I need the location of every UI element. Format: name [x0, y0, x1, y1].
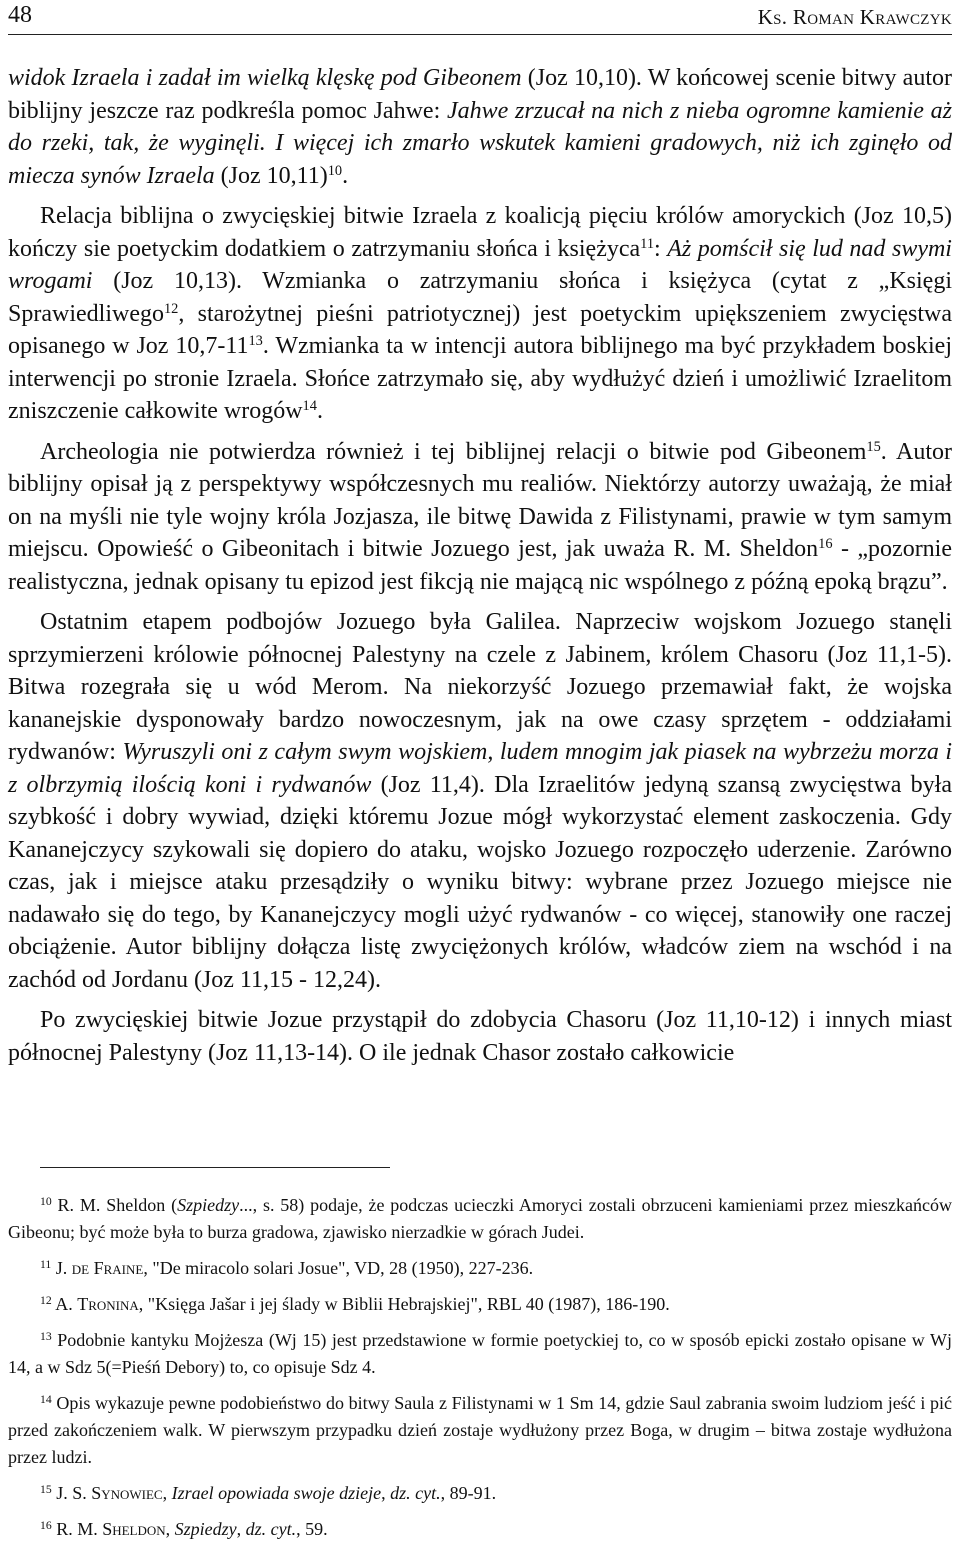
paragraph-3	[8, 436, 952, 599]
text-run: . Wzmianka ta w intencji autora biblijnego ma być przykładem boskiej interwencji po stronie Izraela. Słońce zatrzymało się, aby wydłużyć dzień i umożliwić Izraelitom zniszczenie całkowite wrogów	[8, 333, 953, 424]
author-name: Synowiec	[91, 1483, 163, 1503]
text-run: Opis wykazuje pewne podobieństwo do bitwy Saula z Filistynami w 1 Sm 14, gdzie Saul zabrania swoim ludziom jeść i pić przed zakończeniem walk. W pierwszym przypadku dzień zostaje wydłużony przez Boga, w drugim – bitwa zostaje wydłużona przez ludzi.	[8, 1393, 952, 1467]
text-run: .	[316, 398, 323, 424]
text-run: A.	[51, 1294, 78, 1314]
text-run: , starożytnej pieśni patriotycznej) jest poetyckim upiększeniem zwycięstwa opisanego w Joz 10,7-11	[8, 300, 952, 359]
quote-italic: Jahwe zrzucał na nich z nieba ogromne kamienie aż do rzeki, tak, że wyginęli. I więcej ich zmarło wskutek kamieni gradowych, niż ich zginęło od miecza synów Izraela	[8, 97, 953, 189]
footnote-number: 11	[40, 1257, 52, 1271]
quote-italic: Wyruszyli oni z całym swym wojskiem, ludem mnogim jak piasek na wybrzeżu morza i z olbrzymią ilością koni i rydwanów	[8, 739, 952, 798]
text-run: R. M.	[51, 1519, 103, 1539]
text-run: , 59.	[296, 1519, 328, 1539]
text-run: Relacja biblijna o zwycięskiej bitwie Izraela z koalicją pięciu królów amoryckich (Joz 10,5) kończy sie poetyckim dodatkiem o zatrzymaniu słońca i księżyca	[8, 203, 952, 262]
footnote-12	[8, 1291, 952, 1318]
paragraph-1	[8, 62, 952, 192]
header-rule	[8, 34, 952, 35]
author-name: Sheldon	[102, 1519, 166, 1539]
footnote-separator	[40, 1167, 390, 1168]
title-italic: Szpiedzy	[177, 1195, 240, 1215]
text-run: - „pozornie realistyczna, jednak opisany tu epizod jest fikcją nie mającą nic wspólnego z późną epoką brązu”.	[8, 536, 953, 595]
citation-italic: dz. cyt.	[390, 1483, 441, 1503]
footnote-number: 10	[40, 1194, 52, 1208]
footnote-15	[8, 1480, 952, 1507]
text-run: , "De miracolo solari Josue", VD, 28 (1950), 227-236.	[143, 1258, 534, 1278]
text-run: :	[654, 235, 668, 262]
text-run: .	[342, 162, 349, 189]
text-run: Podobnie kantyku Mojżesza (Wj 15) jest przedstawione w formie poetyckiej to, co w sposób epicki zostało opisane w Wj 14, a w Sdz 5(=Pieśń Debory) to, co opisuje Sdz 4.	[8, 1330, 952, 1377]
paragraph-5	[8, 1004, 952, 1069]
author-name: Tronina	[77, 1294, 139, 1314]
title-italic: Izrael opowiada swoje dzieje	[171, 1483, 382, 1503]
text-run: ,	[165, 1519, 175, 1539]
text-run: Ostatnim etapem podbojów Jozuego była Galilea. Naprzeciw wojskom Jozuego stanęli sprzymierzeni królowie północnej Palestyny na czele z Jabinem, królem Chasoru (Joz 11,1-5). Bitwa rozegrała się u wód Merom. Na niekorzyść Jozuego przemawiał fakt, że wojska kananejskie dysponowały bardzo nowoczesnym, jak na owe czasy sprzętem - oddziałami rydwanów:	[8, 609, 952, 765]
footnote-14	[8, 1390, 952, 1471]
footnote-11	[8, 1255, 952, 1282]
text-run: , "Księga Jašar i jej ślady w Biblii Hebrajskiej", RBL 40 (1987), 186-190.	[138, 1294, 670, 1314]
author-name: de Fraine	[71, 1258, 144, 1278]
text-run: Po zwycięskiej bitwie Jozue przystąpił do zdobycia Chasoru (Joz 11,10-12) i innych miast północnej Palestyny (Joz 11,13-14). O ile jednak Chasor zostało całkowicie	[8, 1007, 952, 1066]
footnote-ref-13: 13	[248, 333, 263, 350]
text-run: ,	[381, 1483, 391, 1503]
text-run: , 89-91.	[440, 1483, 497, 1503]
footnote-10	[8, 1192, 952, 1246]
footnote-ref-15: 15	[866, 438, 881, 455]
text-run: ,	[236, 1519, 246, 1539]
paragraph-4	[8, 606, 952, 996]
text-run: (Joz 10,13). Wzmianka o zatrzymaniu słońca i księżyca (cytat z „Księgi Sprawiedliwego	[8, 268, 952, 327]
footnote-number: 13	[40, 1329, 52, 1343]
running-title: Ks. Roman Krawczyk	[757, 5, 952, 29]
paragraph-2	[8, 200, 952, 428]
footnote-ref-14: 14	[302, 398, 317, 415]
footnotes	[8, 1192, 952, 1552]
text-run: ,	[162, 1483, 172, 1503]
footnote-ref-10: 10	[327, 162, 343, 179]
footnote-ref-16: 16	[818, 536, 833, 553]
footnote-number: 16	[40, 1518, 52, 1532]
text-run: ..., s. 58) podaje, że podczas ucieczki Amoryci zostali obrzuceni kamieniami przez mieszkańców Gibeonu; być może była to burza gradowa, zjawisko nierzadkie w górach Judei.	[8, 1195, 952, 1242]
text-run: J. S.	[51, 1483, 92, 1503]
text-run: (Joz 10,11)	[214, 162, 328, 189]
footnote-number: 14	[40, 1392, 52, 1406]
footnote-13	[8, 1327, 952, 1381]
quote-italic: widok Izraela i zadał im wielką klęskę pod Gibeonem	[8, 65, 522, 91]
text-run: . Autor biblijny opisał ją z perspektywy współczesnych mu realiów. Niektórzy autorzy uważają, że miał on na myśli nie tyle wojny króla Jozjasza, ile bitwę Dawida z Filistynami, prawie w tym samym miejscu. Opowieść o Gibeonitach i bitwie Jozuego jest, jak uważa R. M. Sheldon	[8, 438, 952, 562]
text-run: Archeologia nie potwierdza również i tej biblijnej relacji o bitwie pod Gibeonem	[40, 438, 867, 465]
footnote-ref-11: 11	[640, 235, 655, 252]
footnote-16	[8, 1516, 952, 1543]
page-header	[8, 0, 952, 36]
text-run: (Joz 10,10). W końcowej scenie bitwy autor biblijny jeszcze raz podkreśla pomoc Jahwe:	[8, 65, 952, 124]
footnote-number: 15	[40, 1482, 52, 1496]
text-run: J.	[51, 1258, 72, 1278]
body-text	[8, 62, 952, 1077]
text-run: (Joz 11,4). Dla Izraelitów jedyną szansą zwycięstwa była szybkość i dobry wywiad, dzięki któremu Jozue mógł wykorzystać element zaskoczenia. Gdy Kananejczycy szykowali się dopiero do ataku, wojsko Jozuego rozpoczęło uderzenie. Zarówno czas, jak i miejsce ataku przesądziły o wyniku bitwy: wybrane przez Jozuego miejsce nie nadawało się do tego, by Kananejczycy mogli użyć rydwanów - co więcej, stanowiły one raczej obciążenie. Autor biblijny dołącza listę zwyciężonych królów, władców ziem na wschód i na zachód od Jordanu (Joz 11,15 - 12,24).	[8, 771, 952, 993]
quote-italic: Aż pomścił się lud nad swymi wrogami	[8, 235, 952, 294]
footnote-number: 12	[40, 1293, 52, 1307]
page-number: 48	[8, 2, 32, 28]
footnote-ref-12: 12	[163, 300, 179, 317]
citation-italic: dz. cyt.	[245, 1519, 297, 1539]
text-run: R. M. Sheldon (	[51, 1195, 178, 1215]
title-italic: Szpiedzy	[174, 1519, 237, 1539]
